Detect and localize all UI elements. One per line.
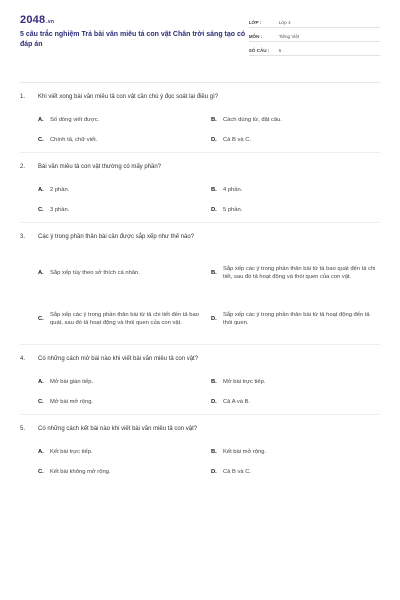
option-text: Kết bài mở rộng. bbox=[223, 448, 267, 455]
question-divider bbox=[20, 222, 380, 223]
option-d[interactable] bbox=[211, 392, 384, 412]
header-left bbox=[20, 14, 249, 50]
option-d[interactable] bbox=[211, 296, 384, 342]
option-letter: B. bbox=[211, 186, 217, 193]
page-header bbox=[20, 14, 380, 74]
option-d[interactable] bbox=[211, 462, 384, 482]
question-divider bbox=[20, 414, 380, 415]
option-letter: A. bbox=[38, 269, 44, 276]
option-text: Cả B và C. bbox=[223, 468, 252, 475]
meta-label: SỐ CÂU : bbox=[248, 48, 270, 53]
option-d[interactable] bbox=[211, 130, 384, 150]
option-b[interactable] bbox=[211, 110, 384, 130]
option-letter: C. bbox=[38, 468, 44, 475]
question-stem bbox=[20, 425, 380, 434]
option-text: Sắp xếp các ý trong phần thân bài từ tả chi tiết đến tả bao quát, sau đó tả hoạt động và thói quen của con vật. bbox=[50, 311, 199, 326]
option-letter: C. bbox=[38, 315, 44, 322]
question-text: Bài văn miêu tả con vật thường có mấy phần? bbox=[38, 164, 162, 170]
option-letter: C. bbox=[38, 398, 44, 405]
question-divider bbox=[20, 344, 380, 345]
option-text: Cách dùng từ, đặt câu. bbox=[223, 116, 282, 123]
question-text: Có những cách kết bài nào khi viết bài văn miêu tả con vật? bbox=[38, 426, 198, 432]
option-letter: A. bbox=[38, 378, 44, 385]
question-2 bbox=[20, 163, 380, 220]
option-c[interactable] bbox=[38, 462, 211, 482]
meta-info bbox=[249, 16, 380, 58]
header-divider bbox=[20, 82, 380, 83]
question-3 bbox=[20, 233, 380, 342]
option-text: 4 phần. bbox=[223, 186, 243, 193]
question-stem bbox=[20, 163, 380, 172]
question-divider bbox=[20, 152, 380, 153]
option-letter: A. bbox=[38, 448, 44, 455]
option-b[interactable] bbox=[211, 180, 384, 200]
meta-value: Lớp 4 bbox=[278, 20, 291, 25]
option-letter: D. bbox=[211, 398, 217, 405]
option-a[interactable] bbox=[38, 180, 211, 200]
option-text: Sắp xếp tùy theo sở thích cá nhân. bbox=[50, 269, 140, 276]
answer-options bbox=[38, 442, 380, 482]
option-letter: D. bbox=[211, 468, 217, 475]
answer-options bbox=[38, 180, 380, 220]
option-text: Mở bài mở rộng. bbox=[50, 398, 94, 405]
meta-label: MÔN : bbox=[248, 34, 263, 39]
question-text: Các ý trong phần thân bài cần được sắp xếp như thế nào? bbox=[38, 234, 195, 240]
answer-options bbox=[38, 372, 380, 412]
question-text: Có những cách mở bài nào khi viết bài văn miêu tả con vật? bbox=[38, 356, 199, 362]
option-a[interactable] bbox=[38, 372, 211, 392]
option-a[interactable] bbox=[38, 442, 211, 462]
answer-options bbox=[38, 110, 380, 150]
option-text: Chính tả, chữ viết. bbox=[50, 136, 98, 143]
option-letter: B. bbox=[211, 448, 217, 455]
page-title: 5 câu trắc nghiệm Trả bài văn miêu tả con vật Chân trời sáng tạo có đáp án bbox=[20, 31, 246, 48]
option-d[interactable] bbox=[211, 200, 384, 220]
question-1 bbox=[20, 93, 380, 150]
logo-sub-text: .vn bbox=[46, 19, 55, 25]
option-text: Sắp xếp các ý trong phần thân bài từ tả hoạt động đến tả thói quen. bbox=[223, 311, 370, 326]
option-a[interactable] bbox=[38, 110, 211, 130]
question-number: 2. bbox=[20, 164, 26, 170]
option-b[interactable] bbox=[211, 250, 384, 296]
option-text: 2 phần. bbox=[50, 186, 70, 193]
option-text: Kết bài trực tiếp. bbox=[50, 448, 93, 455]
meta-row-class bbox=[249, 16, 380, 28]
question-stem bbox=[20, 233, 380, 242]
option-letter: B. bbox=[211, 116, 217, 123]
option-b[interactable] bbox=[211, 442, 384, 462]
option-text: Mở bài trực tiếp. bbox=[223, 378, 266, 385]
option-letter: D. bbox=[211, 136, 217, 143]
question-stem bbox=[20, 355, 380, 364]
option-letter: D. bbox=[211, 315, 217, 322]
option-text: 5 phần. bbox=[223, 206, 243, 213]
question-number: 5. bbox=[20, 426, 26, 432]
meta-value: 5 bbox=[278, 48, 282, 53]
option-a[interactable] bbox=[38, 250, 211, 296]
option-text: Kết bài không mở rộng. bbox=[50, 468, 111, 475]
option-b[interactable] bbox=[211, 372, 384, 392]
question-4 bbox=[20, 355, 380, 412]
site-logo[interactable] bbox=[20, 14, 249, 26]
logo-main-text: 2048 bbox=[20, 14, 46, 26]
question-5 bbox=[20, 425, 380, 482]
option-letter: C. bbox=[38, 136, 44, 143]
option-letter: C. bbox=[38, 206, 44, 213]
question-number: 4. bbox=[20, 356, 26, 362]
option-c[interactable] bbox=[38, 130, 211, 150]
question-number: 1. bbox=[20, 94, 26, 100]
option-letter: A. bbox=[38, 186, 44, 193]
option-text: Số dòng viết được. bbox=[50, 116, 100, 123]
option-c[interactable] bbox=[38, 200, 211, 220]
option-letter: D. bbox=[211, 206, 217, 213]
option-text: 3 phần. bbox=[50, 206, 70, 213]
option-letter: A. bbox=[38, 116, 44, 123]
option-letter: B. bbox=[211, 269, 217, 276]
option-c[interactable] bbox=[38, 392, 211, 412]
question-stem bbox=[20, 93, 380, 102]
meta-row-count bbox=[249, 44, 380, 56]
option-text: Cả A và B. bbox=[223, 398, 251, 405]
question-text: Khi viết xong bài văn miêu tả con vật cần chú ý đọc soát lại điều gì? bbox=[38, 94, 219, 100]
option-letter: B. bbox=[211, 378, 217, 385]
answer-options bbox=[38, 250, 380, 342]
option-text: Cả B và C. bbox=[223, 136, 252, 143]
meta-row-subject bbox=[249, 30, 380, 42]
meta-label: LỚP : bbox=[248, 20, 262, 25]
meta-value: Tiếng Việt bbox=[278, 34, 300, 39]
question-number: 3. bbox=[20, 234, 26, 240]
option-text: Mở bài gián tiếp. bbox=[50, 378, 94, 385]
option-c[interactable] bbox=[38, 296, 211, 342]
option-text: Sắp xếp các ý trong phần thân bài từ tả bao quát đến tả chi tiết, sau đó tả hoạt động và thói quen của con vật. bbox=[223, 265, 376, 280]
